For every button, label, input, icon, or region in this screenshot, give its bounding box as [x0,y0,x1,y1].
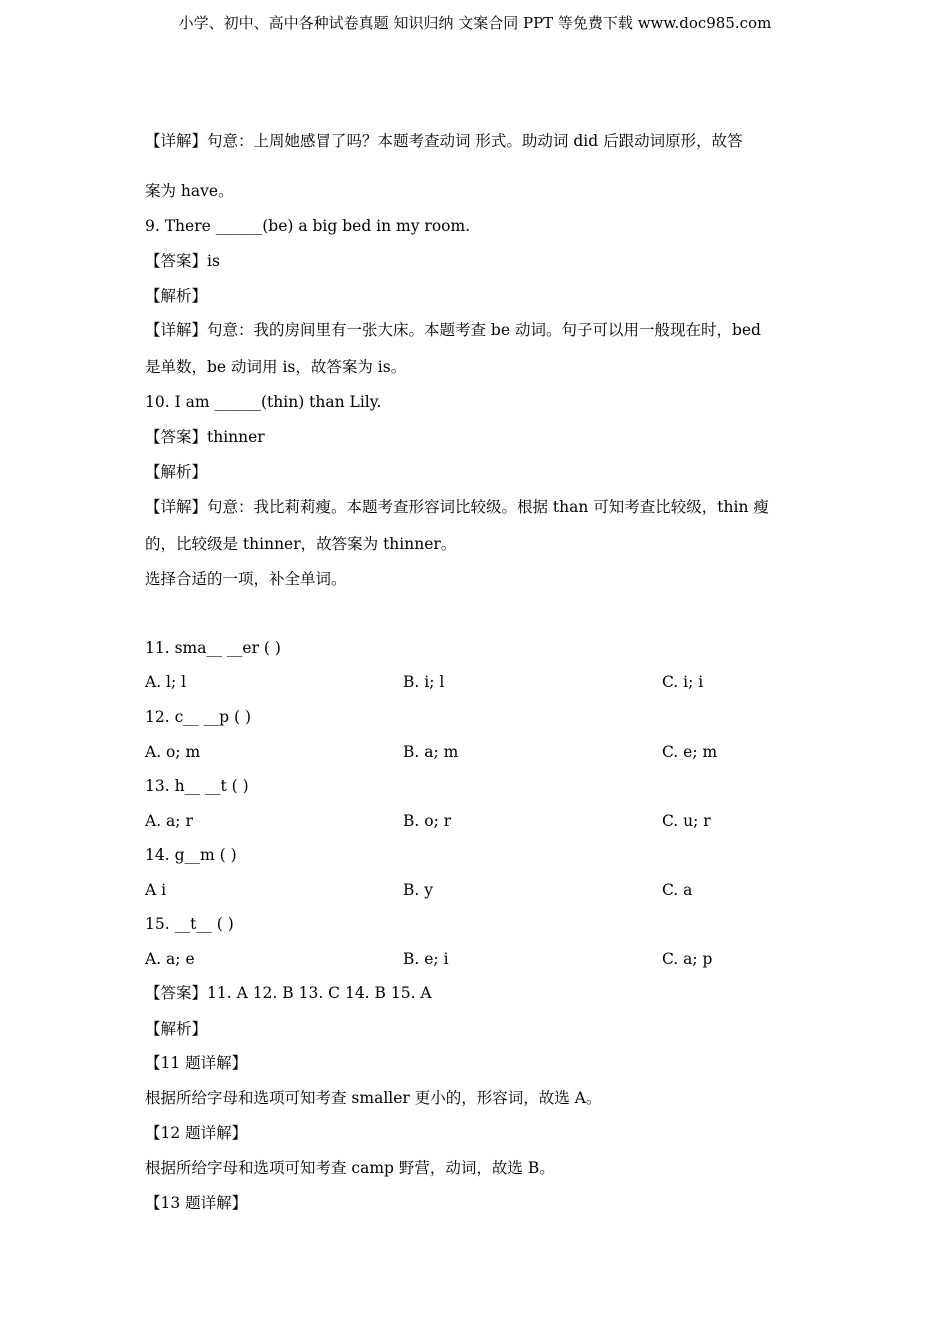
option-c: C. a [662,881,693,899]
q8-detail-line-1: 【详解】句意：上周她感冒了吗？本题考查动词 形式。助动词 did 后跟动词原形，故答 [145,132,743,150]
option-a: A i [145,881,167,899]
q10-detail-line-2: 的，比较级是 thinner，故答案为 thinner。 [145,535,457,553]
option-c: C. a; p [662,950,713,968]
option-b: B. i; l [403,673,445,691]
answer-key-line: 【答案】11. A 12. B 13. C 14. B 15. A [145,984,432,1002]
option-a: A. l; l [145,673,187,691]
section-instruction: 选择合适的一项，补全单词。 [145,570,347,588]
answers-analysis: 【解析】 [145,1020,208,1038]
q8-detail-line-2: 案为 have。 [145,182,234,200]
question-stem: 13. h__ __t ( ) [145,777,249,795]
q13-detail-title: 【13 题详解】 [145,1194,248,1212]
q10-answer: 【答案】thinner [145,428,265,446]
option-b: B. o; r [403,812,452,830]
q10-question: 10. I am ______(thin) than Lily. [145,393,382,411]
page-header: 小学、初中、高中各种试卷真题 知识归纳 文案合同 PPT 等免费下载 www.doc985.com [178,14,772,32]
question-stem: 14. g__m ( ) [145,846,237,864]
q9-answer: 【答案】is [145,252,220,270]
question-stem: 12. c__ __p ( ) [145,708,252,726]
question-stem: 15. __t__ ( ) [145,915,234,933]
question-stem: 11. sma__ __er ( ) [145,639,281,657]
q9-question: 9. There ______(be) a big bed in my room. [145,217,471,235]
q12-detail-title: 【12 题详解】 [145,1124,248,1142]
option-c: C. e; m [662,743,718,761]
option-a: A. a; e [145,950,195,968]
q9-detail-line-2: 是单数，be 动词用 is，故答案为 is。 [145,358,407,376]
q9-detail-line-1: 【详解】句意：我的房间里有一张大床。本题考查 be 动词。句子可以用一般现在时，bed [145,321,761,339]
option-b: B. a; m [403,743,459,761]
q10-detail-line-1: 【详解】句意：我比莉莉瘦。本题考查形容词比较级。根据 than 可知考查比较级，thin 瘦 [145,498,769,516]
q12-detail: 根据所给字母和选项可知考查 camp 野营，动词，故选 B。 [145,1159,555,1177]
option-a: A. o; m [145,743,201,761]
option-b: B. y [403,881,434,899]
q11-detail: 根据所给字母和选项可知考查 smaller 更小的，形容词，故选 A。 [145,1089,602,1107]
option-b: B. e; i [403,950,449,968]
option-c: C. i; i [662,673,704,691]
option-a: A. a; r [145,812,193,830]
q10-analysis: 【解析】 [145,463,208,481]
option-c: C. u; r [662,812,711,830]
q11-detail-title: 【11 题详解】 [145,1054,248,1072]
q9-analysis: 【解析】 [145,287,208,305]
